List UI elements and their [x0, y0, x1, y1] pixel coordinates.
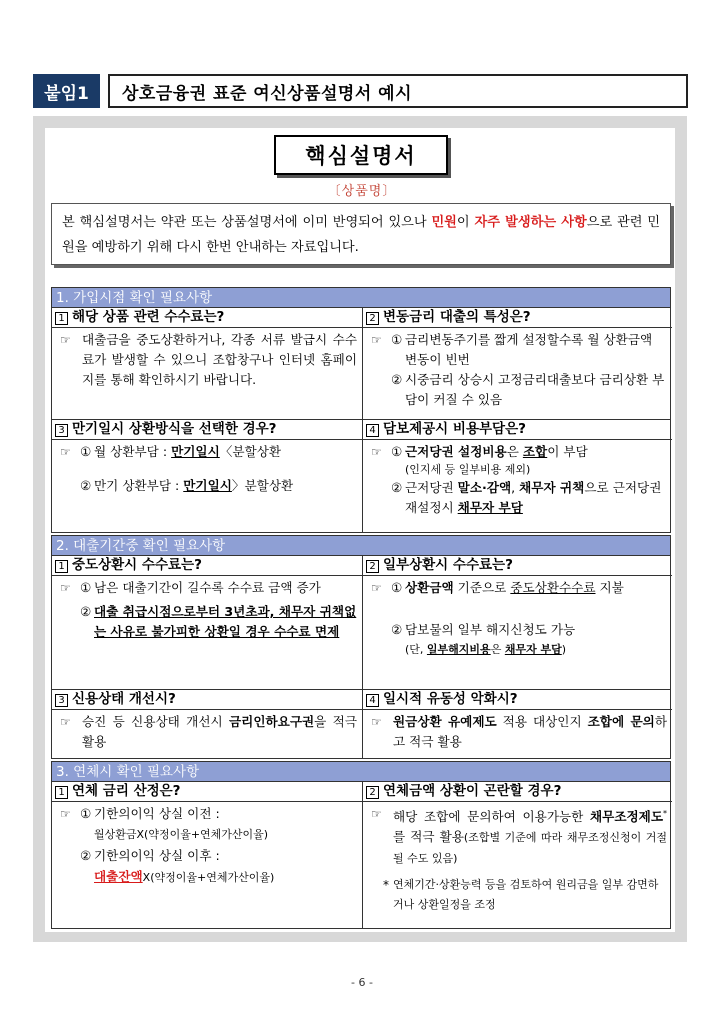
item-marker: ①	[391, 580, 403, 595]
question-text: 변동금리 대출의 특성은?	[383, 309, 531, 325]
item-marker: ②	[80, 478, 92, 493]
question-number: 1	[55, 312, 68, 325]
intro-box	[51, 203, 671, 265]
question-title	[363, 556, 672, 576]
appendix-tag: 붙임1	[33, 74, 100, 108]
section-row	[52, 690, 670, 758]
answer-emphasis: 채무자 귀책	[519, 480, 585, 495]
answer-text: 적용 대상인지	[496, 714, 588, 729]
section-row	[52, 782, 670, 928]
pointing-hand-icon: ☞	[60, 581, 71, 595]
pointing-hand-icon: ☞	[371, 445, 382, 459]
answer-text: ,	[511, 480, 520, 495]
pointing-hand-icon: ☞	[60, 807, 71, 821]
answer-text: 해당 조합에 문의하여 이용가능한	[393, 809, 590, 825]
answer	[363, 440, 672, 520]
section-row	[52, 420, 670, 532]
qa-variable-rate	[362, 308, 672, 419]
answer-emphasis: 대출 취급시점으로부터 3년초과, 채무자 귀책없는 사유로 불가피한 상환일 경우 수수료 면제	[94, 604, 357, 639]
question-text: 신용상태 개선시?	[72, 691, 176, 707]
answer-text: 〉분할상환	[231, 478, 294, 493]
intro-text: 본 핵심설명서는 약관 또는 상품설명서에 이미 반영되어 있으나	[62, 215, 432, 230]
qa-overdue-difficulty	[362, 782, 672, 928]
question-text: 연체금액 상환이 곤란할 경우?	[383, 783, 562, 799]
item-marker: ①	[80, 444, 92, 459]
pointing-hand-icon: ☞	[371, 581, 382, 595]
answer-emphasis: 금리인하요구권	[229, 714, 315, 729]
item-marker: ①	[391, 332, 403, 347]
pointing-hand-icon: ☞	[371, 333, 382, 347]
answer-text: 근저당권	[405, 480, 458, 495]
answer-text: 대출금을 중도상환하거나, 각종 서류 발급시 수수료가 발생할 수 있으니 조합창구나 인터넷 홈페이지를 통해 확인하시기 바랍니다.	[82, 332, 357, 387]
question-text: 만기일시 상환방식을 선택한 경우?	[72, 421, 277, 437]
item-marker: ②	[80, 848, 92, 863]
answer	[363, 802, 672, 917]
section-3-header: 3. 연체시 확인 필요사항	[52, 762, 670, 782]
question-title	[363, 308, 672, 328]
answer	[52, 440, 362, 498]
answer	[52, 328, 362, 392]
pointing-hand-icon: ☞	[371, 807, 382, 821]
answer	[363, 328, 672, 412]
answer-note: (조합별 기준에 따라 채무조정신청이 거절될 수도 있음)	[393, 831, 667, 866]
pointing-hand-icon: ☞	[60, 715, 71, 729]
doc-title: 핵심설명서	[274, 135, 448, 175]
question-title	[363, 690, 672, 710]
question-number: 4	[366, 694, 379, 707]
section-2-header: 2. 대출기간중 확인 필요사항	[52, 536, 670, 556]
item-marker: ②	[391, 372, 403, 387]
question-title	[363, 782, 672, 802]
section-1	[51, 287, 671, 533]
answer-text: 기한의이익 상실 이후 :	[94, 848, 220, 863]
question-text: 담보제공시 비용부담은?	[383, 421, 526, 437]
question-number: 1	[55, 560, 68, 573]
item-marker: ①	[80, 806, 92, 821]
question-title	[52, 308, 362, 328]
question-title	[363, 420, 672, 440]
answer-text: 지불	[595, 580, 624, 595]
question-title	[52, 690, 362, 710]
question-title	[52, 556, 362, 576]
question-number: 1	[55, 786, 68, 799]
answer-note: (단,	[405, 643, 427, 656]
asterisk-icon: *	[383, 878, 389, 893]
qa-collateral-cost	[362, 420, 672, 532]
answer-emphasis: 만기일시	[171, 444, 220, 459]
section-2	[51, 535, 671, 759]
answer-text: 승진 등 신용상태 개선시	[82, 714, 229, 729]
answer-text: 하고 적극 활용	[393, 714, 667, 749]
intro-highlight-complaint: 민원	[431, 215, 457, 230]
answer	[363, 576, 672, 662]
question-text: 일시적 유동성 악화시?	[383, 691, 518, 707]
answer-text: 를 적극 활용	[393, 829, 464, 845]
question-text: 연체 금리 산정은?	[72, 783, 181, 799]
pointing-hand-icon: ☞	[60, 445, 71, 459]
item-marker: ②	[391, 480, 403, 495]
qa-fees	[52, 308, 362, 419]
answer-text: 중도상환수수료	[510, 580, 596, 595]
qa-early-repayment	[52, 556, 362, 689]
question-text: 해당 상품 관련 수수료는?	[72, 309, 225, 325]
answer-text: 만기 상환부담 :	[94, 478, 184, 493]
footnote-text: 연체기간·상환능력 등을 검토하여 원리금을 일부 감면하거나 상환일정을 조정	[393, 878, 659, 912]
item-marker: ②	[80, 604, 92, 619]
question-text: 일부상환시 수수료는?	[383, 557, 513, 573]
qa-bullet-repayment	[52, 420, 362, 532]
qa-overdue-rate	[52, 782, 362, 928]
answer-emphasis: 채무자 부담	[457, 500, 523, 515]
section-row	[52, 556, 670, 690]
footnote-mark: *	[663, 809, 667, 818]
answer-note: (인지세 등 일부비용 제외)	[405, 463, 531, 476]
page-number: - 6 -	[351, 976, 373, 989]
qa-liquidity-deterioration	[362, 690, 672, 758]
answer-text: 담보물의 일부 해지신청도 가능	[405, 622, 576, 637]
appendix-title: 상호금융권 표준 여신상품설명서 예시	[108, 74, 688, 108]
question-number: 4	[366, 424, 379, 437]
pointing-hand-icon: ☞	[60, 333, 71, 347]
answer-emphasis: 말소·감액	[457, 480, 512, 495]
answer	[52, 802, 362, 891]
answer-text: 은	[506, 444, 523, 459]
question-number: 3	[55, 694, 68, 707]
answer-note: 은	[490, 643, 505, 656]
question-text: 중도상환시 수수료는?	[72, 557, 202, 573]
answer-emphasis: 근저당권 설정비용	[405, 444, 507, 459]
question-title	[52, 420, 362, 440]
answer-emphasis: 만기일시	[183, 478, 232, 493]
answer-emphasis: 채무조정제도	[590, 809, 663, 825]
formula: X(약정이율+연체가산이율)	[142, 871, 275, 884]
answer-text: 남은 대출기간이 길수록 수수료 금액 증가	[94, 580, 321, 595]
section-3	[51, 761, 671, 929]
answer-text: 〈분할상환	[219, 444, 282, 459]
answer-emphasis: 일부해지비용	[426, 643, 491, 656]
item-marker: ①	[80, 580, 92, 595]
answer-text: 이 부담	[547, 444, 588, 459]
section-1-header: 1. 가입시점 확인 필요사항	[52, 288, 670, 308]
item-marker: ②	[391, 622, 403, 637]
answer-emphasis: 상환금액	[405, 580, 454, 595]
answer-note: )	[561, 643, 567, 656]
question-number: 2	[366, 560, 379, 573]
question-title	[52, 782, 362, 802]
answer-emphasis: 대출잔액	[94, 869, 143, 884]
pointing-hand-icon: ☞	[371, 715, 382, 729]
answer-text: 월 상환부담 :	[94, 444, 172, 459]
item-marker: ①	[391, 444, 403, 459]
answer-emphasis: 원금상환 유예제도	[393, 714, 497, 729]
answer-emphasis: 조합	[522, 444, 548, 459]
question-number: 3	[55, 424, 68, 437]
answer	[52, 576, 362, 644]
qa-credit-improvement	[52, 690, 362, 758]
answer-text: 기준으로	[453, 580, 511, 595]
answer-text: 을 적극 활용	[82, 714, 358, 749]
intro-highlight-frequent: 자주 발생하는 사항	[474, 215, 587, 230]
section-row	[52, 308, 670, 420]
formula: 월상환금X(약정이율+연체가산이율)	[94, 828, 269, 841]
intro-text: 이	[456, 215, 475, 230]
answer-emphasis: 조합에 문의	[587, 714, 655, 729]
qa-partial-repayment	[362, 556, 672, 689]
answer	[52, 710, 362, 754]
answer-text: 금리변동주기를 짧게 설정할수록 월 상환금액 변동이 빈번	[405, 332, 653, 367]
appendix-header	[33, 74, 688, 108]
question-number: 2	[366, 312, 379, 325]
intro-text: 으로 관련 민원을 예방하기 위해 다시 한번 안내하는 자료입니다.	[62, 215, 660, 255]
answer-emphasis: 채무자 부담	[504, 643, 562, 656]
answer-text: 기한의이익 상실 이전 :	[94, 806, 220, 821]
answer-text: 시중금리 상승시 고정금리대출보다 금리상환 부담이 커질 수 있음	[405, 372, 665, 407]
answer-text: 으로 근저당권 재설정시	[405, 480, 662, 515]
answer	[363, 710, 672, 754]
product-name: 〔상품명〕	[327, 184, 397, 199]
question-number: 2	[366, 786, 379, 799]
